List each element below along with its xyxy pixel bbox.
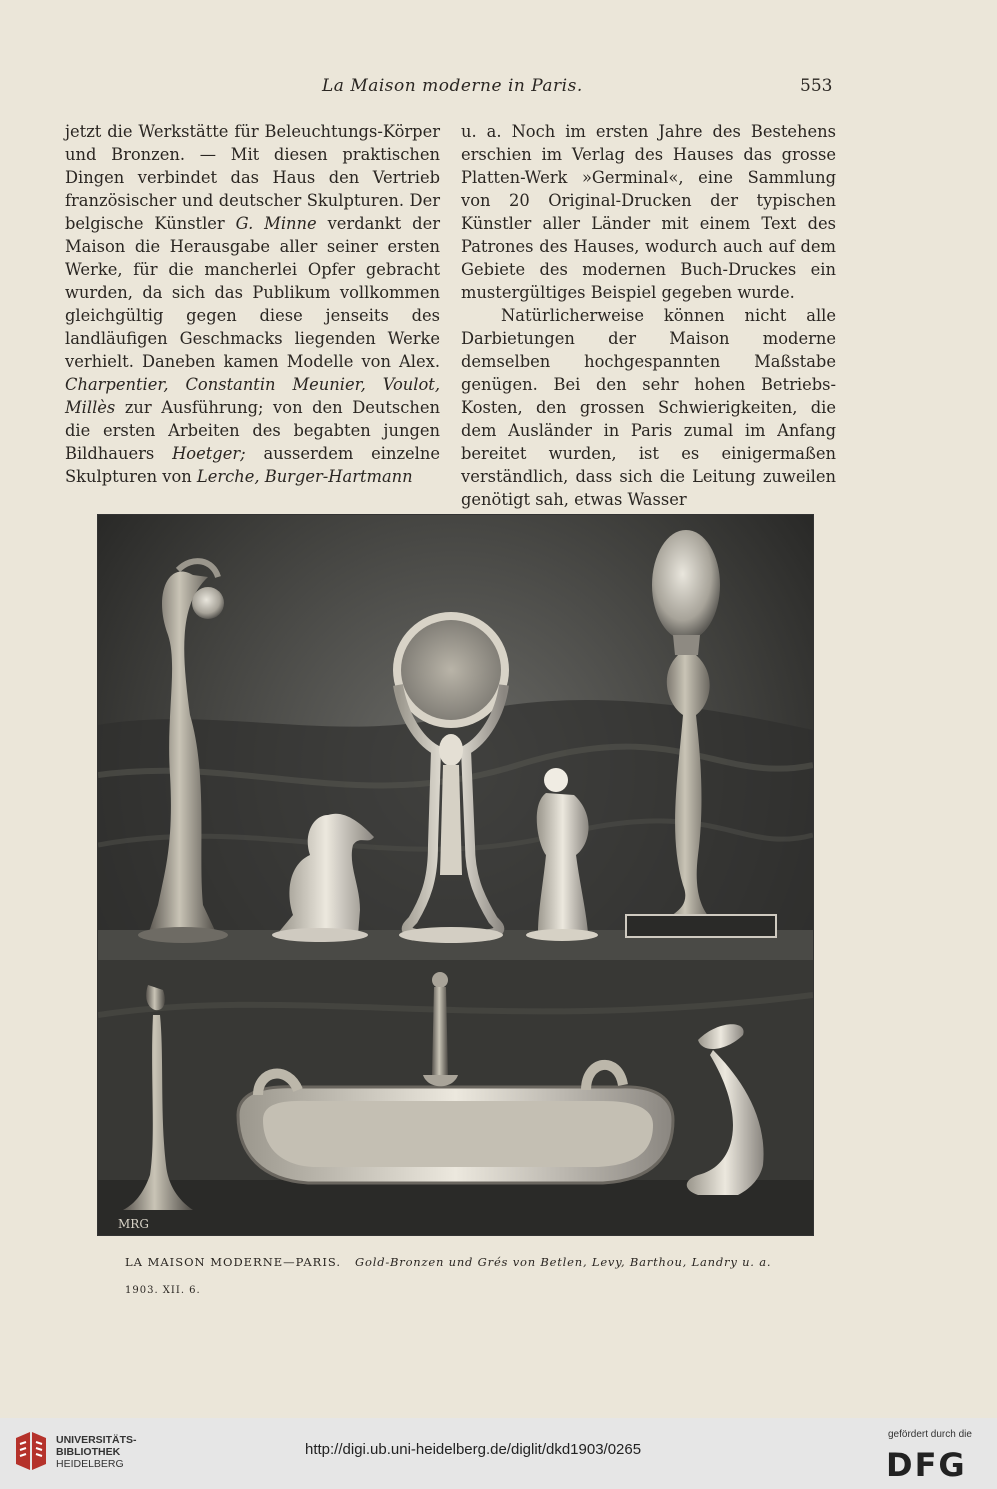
photo-monogram: MRG <box>118 1217 149 1231</box>
figure-caption <box>0 1255 997 1275</box>
photo-plate <box>97 514 814 1236</box>
artist-names: Lerche, Burger-Hartmann <box>196 467 413 486</box>
permalink-url[interactable]: http://digi.ub.uni-heidelberg.de/diglit/dkd1903/0265 <box>305 1441 642 1458</box>
library-name-line: HEIDELBERG <box>56 1458 124 1470</box>
text-run: ausserdem einzelne Skulpturen von <box>65 444 440 486</box>
left-column <box>65 120 440 488</box>
digitization-footer <box>0 1418 997 1489</box>
right-column <box>461 120 836 511</box>
text-run: jetzt die Werkstätte für Beleuchtungs-Körper und Bronzen. — Mit diesen praktischen Dingen verbindet das Haus den Vertrieb französischer und deutscher Skulpturen. Der belgische Künstler <box>65 122 440 233</box>
funded-by-label: gefördert durch die <box>888 1429 972 1440</box>
library-name-line: BIBLIOTHEK <box>56 1446 121 1458</box>
artist-name: Hoetger; <box>172 444 246 463</box>
library-name-line: UNIVERSITÄTS- <box>56 1434 137 1446</box>
running-title: La Maison moderne in Paris. <box>322 76 583 96</box>
text-run: zur Ausführung; von den Deutschen die ersten Arbeiten des begabten jungen Bildhauers <box>65 398 440 463</box>
photo-illustration <box>98 515 813 1235</box>
artist-names: Charpentier, Constantin Meunier, Voulot, Millès <box>65 375 440 417</box>
page-number: 553 <box>800 76 833 96</box>
right-paragraph-1: u. a. Noch im ersten Jahre des Bestehens erschien im Verlag des Hauses das grosse Platten-Werk »Germinal«, eine Sammlung von 20 Original-Drucken der typischen Künstler aller Länder mit einem Text des Patrones des Hauses, wodurch auch auf dem Gebiete des modernen Buch-Druckes ein mustergültiges Beispiel gegeben wurde. <box>461 122 836 302</box>
university-library-logo-icon <box>12 1430 50 1472</box>
plate-reference: 1903. XII. 6. <box>125 1285 201 1296</box>
caption-title: LA MAISON MODERNE—PARIS. <box>125 1255 341 1269</box>
left-paragraph <box>65 120 440 488</box>
dfg-logo-text: DFG <box>886 1446 967 1480</box>
running-head <box>0 76 997 100</box>
artist-name: G. Minne <box>235 214 317 233</box>
text-run: verdankt der Maison die Herausgabe aller seiner ersten Werke, für die mancherlei Opfer gebracht wurden, da sich das Publikum vollkommen gleichgültig gegen diese jenseits des landläufigen Geschmacks liegenden Werke verhielt. Daneben kamen Modelle von Alex. <box>65 214 440 371</box>
library-name <box>56 1434 137 1470</box>
right-paragraph-2: Natürlicherweise können nicht alle Darbietungen der Maison moderne demselben hochgespannten Maßstabe genügen. Bei den sehr hohen Betriebs-Kosten, den grossen Schwierigkeiten, die dem Ausländer in Paris zumal im Anfang bereitet wurden, ist es einigermaßen verständlich, dass sich die Leitung zuweilen genötigt sah, etwas Wasser <box>461 306 836 509</box>
caption-description: Gold-Bronzen und Grés von Betlen, Levy, Barthou, Landry u. a. <box>355 1255 772 1269</box>
dfg-logo-icon <box>886 1446 984 1480</box>
